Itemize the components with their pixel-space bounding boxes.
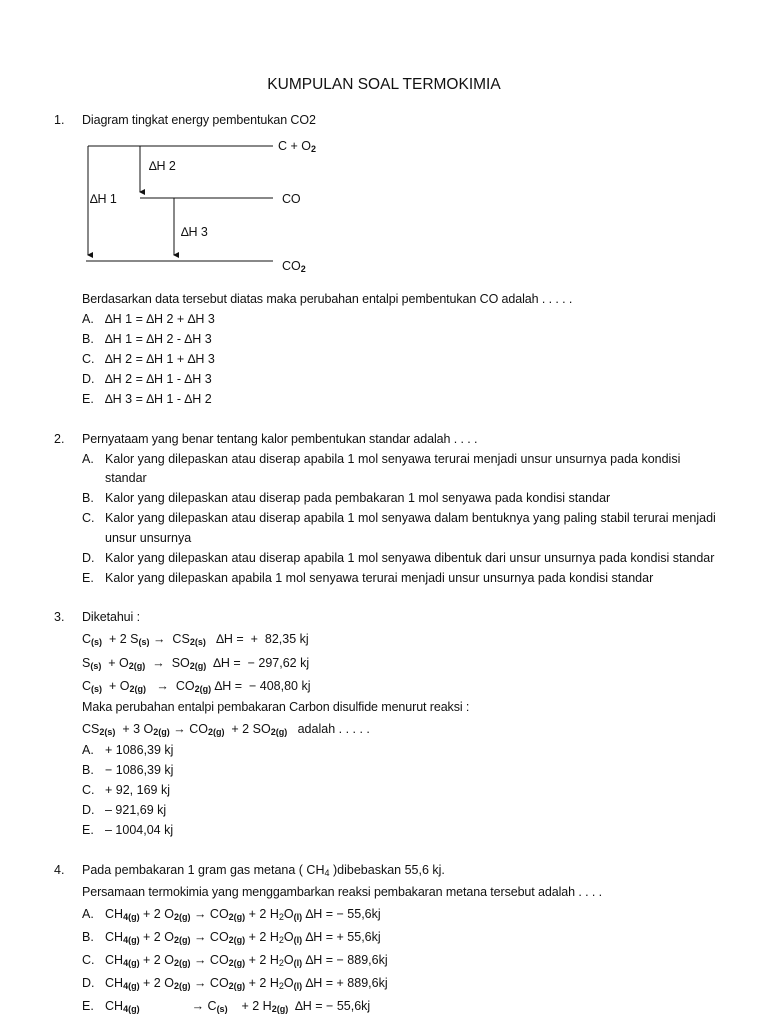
q1-option-letter: E. — [82, 392, 94, 406]
q2-option-text-cont: standar — [105, 471, 147, 485]
q3-option-text: + 92, 169 kj — [105, 783, 170, 797]
q2-option-text: Kalor yang dilepaskan atau diserap apabila 1 mol senyawa dalam bentuknya yang paling stabil terurai menjadi — [105, 511, 716, 525]
q3-target-reaction: $CS_{2(s)} + 3$ $O_{2(g)} \to CO_{2(g)} + 2$ $SO_{2(g)}$ adalah . . . . . — [82, 722, 370, 737]
q4-option-equation: $CH_{4(g)} + 2$ $O_{2(g)} \to CO_{2(g)} + 2$ $H_2O_{(l)}$ ∆H = + 55,6kj — [105, 930, 381, 945]
q3-question: Maka perubahan entalpi pembakaran Carbon disulfide menurut reaksi : — [82, 700, 470, 714]
q4-option-letter: B. — [82, 930, 94, 944]
q4-option-equation: $CH_{4(g)} + 2$ $O_{2(g)} \to CO_{2(g)} + 2$ $H_2O_{(l)}$ ∆H = − 55,6kj — [105, 907, 381, 922]
q2-option-text: Kalor yang dilepaskan apabila 1 mol senyawa terurai menjadi unsur unsurnya pada kondisi standar — [105, 571, 654, 585]
q2-option-letter: B. — [82, 491, 94, 505]
q4-option-letter: C. — [82, 953, 95, 967]
diagram-label-bottom: $CO_2$ — [282, 259, 306, 274]
q3-given-reaction-1: $C_{(s)} + 2$ $S_{(s)} \to CS_{2(s)}$ ∆H = + 82,35 kj — [82, 632, 309, 647]
q1-option-text: ∆H 2 = ∆H 1 - ∆H 3 — [105, 372, 212, 386]
q2-number: 2. — [54, 432, 65, 446]
q3-option-letter: C. — [82, 783, 95, 797]
q3-option-letter: E. — [82, 823, 94, 837]
q2-option-text: Kalor yang dilepaskan atau diserap apabila 1 mol senyawa terurai menjadi unsur unsurnya pada kondisi — [105, 452, 681, 466]
q1-option-text: ∆H 3 = ∆H 1 - ∆H 2 — [105, 392, 212, 406]
q1-option-letter: C. — [82, 352, 95, 366]
q1-option-text: ∆H 2 = ∆H 1 + ∆H 3 — [105, 352, 215, 366]
q3-number: 3. — [54, 610, 65, 624]
q2-option-letter: C. — [82, 511, 95, 525]
diagram-label-top: $C + O_2$ — [278, 139, 317, 154]
q4-question: Persamaan termokimia yang menggambarkan reaksi pembakaran metana tersebut adalah . . . . — [82, 885, 602, 899]
q3-option-letter: D. — [82, 803, 95, 817]
q4-option-letter: E. — [82, 999, 94, 1013]
q3-given-reaction-2: $S_{(s)} + O_{2(g)} \to SO_{2(g)}$ ∆H = − 297,62 kj — [82, 656, 310, 671]
diagram-dh2-label: ∆H 2 — [149, 159, 176, 173]
q2-option-text: Kalor yang dilepaskan atau diserap pada pembakaran 1 mol senyawa pada kondisi standar — [105, 491, 611, 505]
diagram-dh1-label: ∆H 1 — [90, 192, 117, 206]
q2-option-text-cont: unsur unsurnya — [105, 531, 192, 545]
diagram-label-mid: CO — [282, 192, 301, 206]
q3-option-text: − 1086,39 kj — [105, 763, 174, 777]
q1-number: 1. — [54, 113, 65, 127]
q2-option-letter: D. — [82, 551, 95, 565]
q1-question: Berdasarkan data tersebut diatas maka perubahan entalpi pembentukan CO adalah . . . . . — [82, 292, 573, 306]
q3-stem: Diketahui : — [82, 610, 140, 624]
q4-option-letter: D. — [82, 976, 95, 990]
q4-option-equation: $CH_{4(g)} + 2$ $O_{2(g)} \to CO_{2(g)} + 2$ $H_2O_{(l)}$ ∆H = − 889,6kj — [105, 953, 388, 968]
q4-option-letter: A. — [82, 907, 94, 921]
q3-option-text: – 921,69 kj — [105, 803, 167, 817]
q1-option-letter: B. — [82, 332, 94, 346]
q2-option-letter: A. — [82, 452, 94, 466]
q3-option-text: – 1004,04 kj — [105, 823, 174, 837]
q1-stem: Diagram tingkat energy pembentukan CO2 — [82, 113, 316, 127]
q2-option-text: Kalor yang dilepaskan atau diserap apabila 1 mol senyawa dibentuk dari unsur unsurnya pada kondisi standar — [105, 551, 715, 565]
q1-option-text: ∆H 1 = ∆H 2 + ∆H 3 — [105, 312, 215, 326]
q3-option-letter: A. — [82, 743, 94, 757]
q3-option-text: + 1086,39 kj — [105, 743, 174, 757]
q3-option-letter: B. — [82, 763, 94, 777]
q4-option-equation: $CH_{4(g)} + 2$ $O_{2(g)} \to CO_{2(g)} + 2$ $H_2O_{(l)}$ ∆H = + 889,6kj — [105, 976, 388, 991]
page-title: KUMPULAN SOAL TERMOKIMIA — [267, 76, 501, 93]
diagram-dh3-label: ∆H 3 — [181, 225, 208, 239]
q2-option-letter: E. — [82, 571, 94, 585]
q1-option-letter: D. — [82, 372, 95, 386]
q3-given-reaction-3: $C_{(s)} + O_{2(g)} \to CO_{2(g)}$ ∆H = − 408,80 kj — [82, 679, 311, 694]
q4-number: 4. — [54, 863, 65, 877]
q1-option-letter: A. — [82, 312, 94, 326]
q4-option-equation: $CH_{4(g)} \to C_{(s)}$ + 2 $H_{2(g)}$ ∆H = − 55,6kj — [105, 999, 371, 1014]
q4-stem: Pada pembakaran 1 gram gas metana ( $CH_4$ )dibebaskan 55,6 kj. — [82, 863, 445, 878]
q2-stem: Pernyataam yang benar tentang kalor pembentukan standar adalah . . . . — [82, 432, 478, 446]
q1-option-text: ∆H 1 = ∆H 2 - ∆H 3 — [105, 332, 212, 346]
